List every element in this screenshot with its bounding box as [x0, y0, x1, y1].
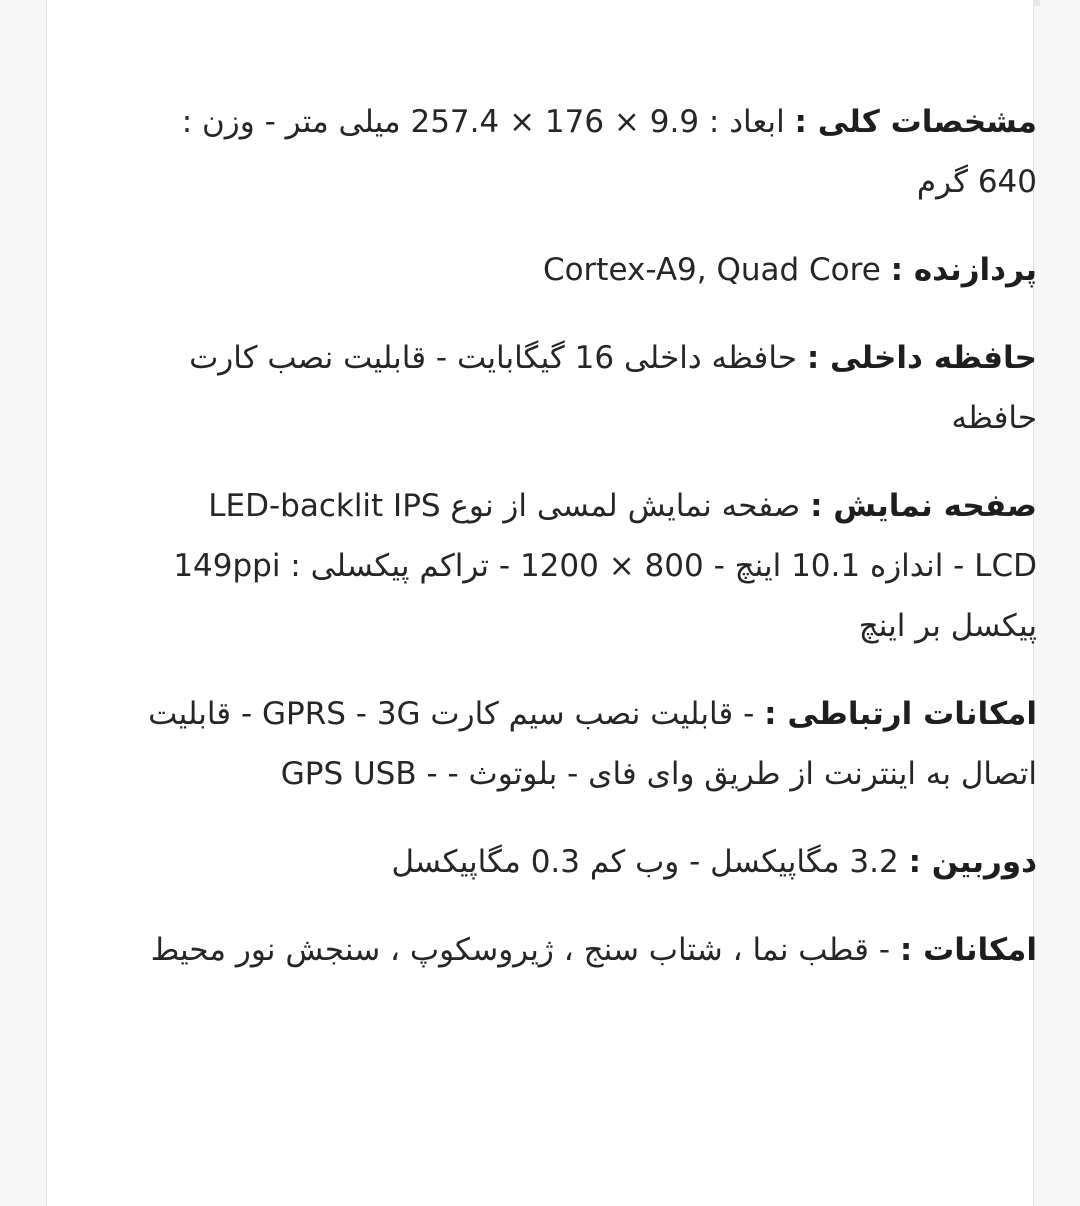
content-card	[46, 0, 1037, 1206]
spec-label: امکانات ارتباطی :	[764, 696, 1037, 732]
spec-value: ابعاد : 9.9 × 176 × 257.4 میلی متر - وزن : 640 گرم	[181, 104, 1037, 200]
spec-label: مشخصات کلی :	[794, 104, 1037, 140]
spec-value: صفحه نمایش لمسی از نوع LED-backlit IPS LCD - اندازه 10.1 اینچ - 800 × 1200 - تراکم پیکسلی : 149ppi پیکسل بر اینچ	[173, 488, 1037, 644]
spec-label: امکانات :	[899, 932, 1037, 968]
spec-value: - قابلیت نصب سیم کارت GPRS - 3G - قابلیت اتصال به اینترنت از طریق وای فای - بلوتوث - - GPS USB	[148, 696, 1037, 792]
spec-value: حافظه داخلی 16 گیگابایت - قابلیت نصب کارت حافظه	[189, 340, 1037, 436]
spec-label: حافظه داخلی :	[806, 340, 1037, 376]
spec-value: Cortex-A9, Quad Core	[542, 252, 881, 288]
spec-row-features	[139, 920, 1037, 980]
spec-row-storage	[139, 328, 1037, 448]
spec-row-connectivity	[139, 684, 1037, 804]
spec-row-general	[139, 92, 1037, 212]
spec-row-processor	[139, 240, 1037, 300]
spec-row-display	[139, 476, 1037, 656]
spec-row-camera	[139, 832, 1037, 892]
spec-value: 3.2 مگاپیکسل - وب کم 0.3 مگاپیکسل	[391, 844, 899, 880]
spec-label: صفحه نمایش :	[810, 488, 1037, 524]
spec-label: پردازنده :	[890, 252, 1037, 288]
spec-label: دوربین :	[908, 844, 1037, 880]
specs-list	[139, 92, 1037, 1008]
spec-value: - قطب نما ، شتاب سنج ، ژیروسکوپ ، سنجش نور محیط	[150, 932, 891, 968]
